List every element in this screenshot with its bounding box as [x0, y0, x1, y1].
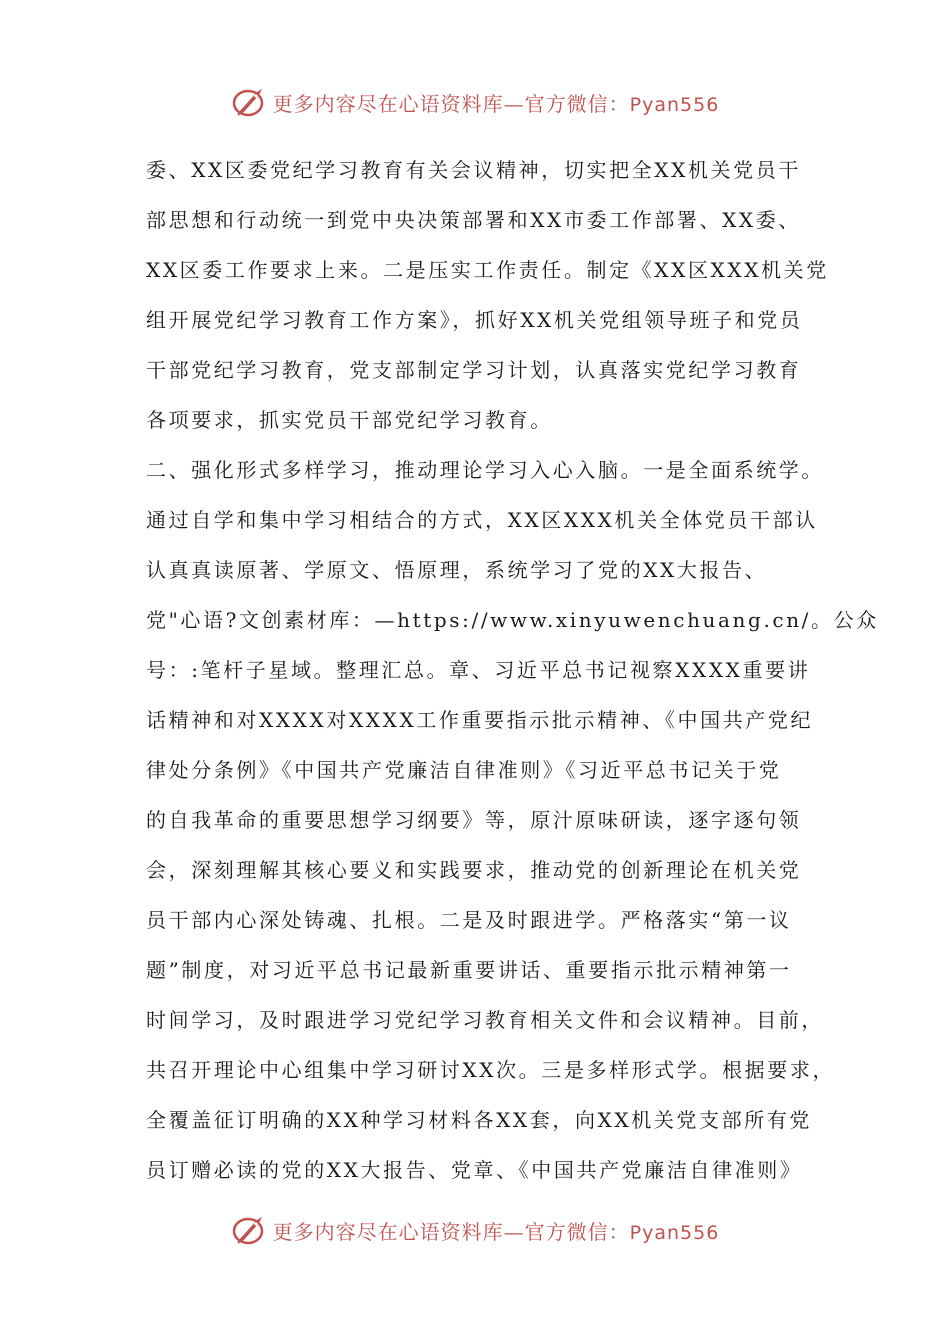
- body-line: 员干部内心深处铸魂、扎根。二是及时跟进学。严格落实“第一议: [146, 908, 792, 932]
- body-line: 话精神和对XXXX对XXXX工作重要指示批示精神、《中国共产党纪: [146, 708, 814, 732]
- footer-banner-inner: [231, 1212, 720, 1248]
- body-line: 题”制度，对习近平总书记最新重要讲话、重要指示批示精神第一: [146, 958, 792, 982]
- header-banner-inner: [231, 84, 720, 120]
- body-line: 会，深刻理解其核心要义和实践要求，推动党的创新理论在机关党: [146, 858, 802, 882]
- header-wechat-id: Pyan556: [629, 93, 720, 116]
- body-line: 认真真读原著、学原文、悟原理，系统学习了党的XX大报告、: [146, 558, 768, 582]
- body-line: 全覆盖征订明确的XX种学习材料各XX套，向XX机关党支部所有党: [146, 1108, 813, 1132]
- footer-banner: [0, 1208, 950, 1252]
- header-banner: [0, 80, 950, 124]
- body-line: 员订赠必读的党的XX大报告、党章、《中国共产党廉洁自律准则》: [146, 1158, 803, 1182]
- body-line: 通过自学和集中学习相结合的方式，XX区XXX机关全体党员干部认: [146, 508, 818, 532]
- body-line: 时间学习，及时跟进学习党纪学习教育相关文件和会议精神。目前，: [146, 1008, 824, 1032]
- header-banner-label: 更多内容尽在心语资料库—官方微信：: [272, 91, 630, 116]
- body-line: 干部党纪学习教育，党支部制定学习计划，认真落实党纪学习教育: [146, 358, 802, 382]
- document-body: [146, 145, 879, 1195]
- pen-nib-logo-icon: [231, 84, 267, 120]
- footer-wechat-id: Pyan556: [629, 1221, 720, 1244]
- body-line: 党"心语?文创素材库：—https://www.xinyuwenchuang.cn/。公众: [146, 608, 879, 632]
- footer-banner-text: [273, 1216, 720, 1245]
- footer-banner-label: 更多内容尽在心语资料库—官方微信：: [272, 1219, 630, 1244]
- body-line: 组开展党纪学习教育工作方案》，抓好XX机关党组领导班子和党员: [146, 308, 803, 332]
- body-line: XX区委工作要求上来。二是压实工作责任。制定《XX区XXX机关党: [146, 258, 829, 282]
- body-line: 共召开理论中心组集中学习研讨XX次。三是多样形式学。根据要求，: [146, 1058, 836, 1082]
- pen-nib-logo-icon: [231, 1212, 267, 1248]
- body-line: 律处分条例》《中国共产党廉洁自律准则》《习近平总书记关于党: [146, 758, 782, 782]
- body-line: 部思想和行动统一到党中央决策部署和XX市委工作部署、XX委、: [146, 208, 801, 232]
- body-line: 委、XX区委党纪学习教育有关会议精神，切实把全XX机关党员干: [146, 158, 801, 182]
- header-banner-text: [273, 88, 720, 117]
- section-heading-line: 二、强化形式多样学习，推动理论学习入心入脑。一是全面系统学。: [146, 458, 824, 482]
- body-line: 号：:笔杆子星域。整理汇总。章、习近平总书记视察XXXX重要讲: [146, 658, 811, 682]
- body-line: 的自我革命的重要思想学习纲要》等，原汁原味研读，逐字逐句领: [146, 808, 802, 832]
- body-line: 各项要求，抓实党员干部党纪学习教育。: [146, 408, 553, 432]
